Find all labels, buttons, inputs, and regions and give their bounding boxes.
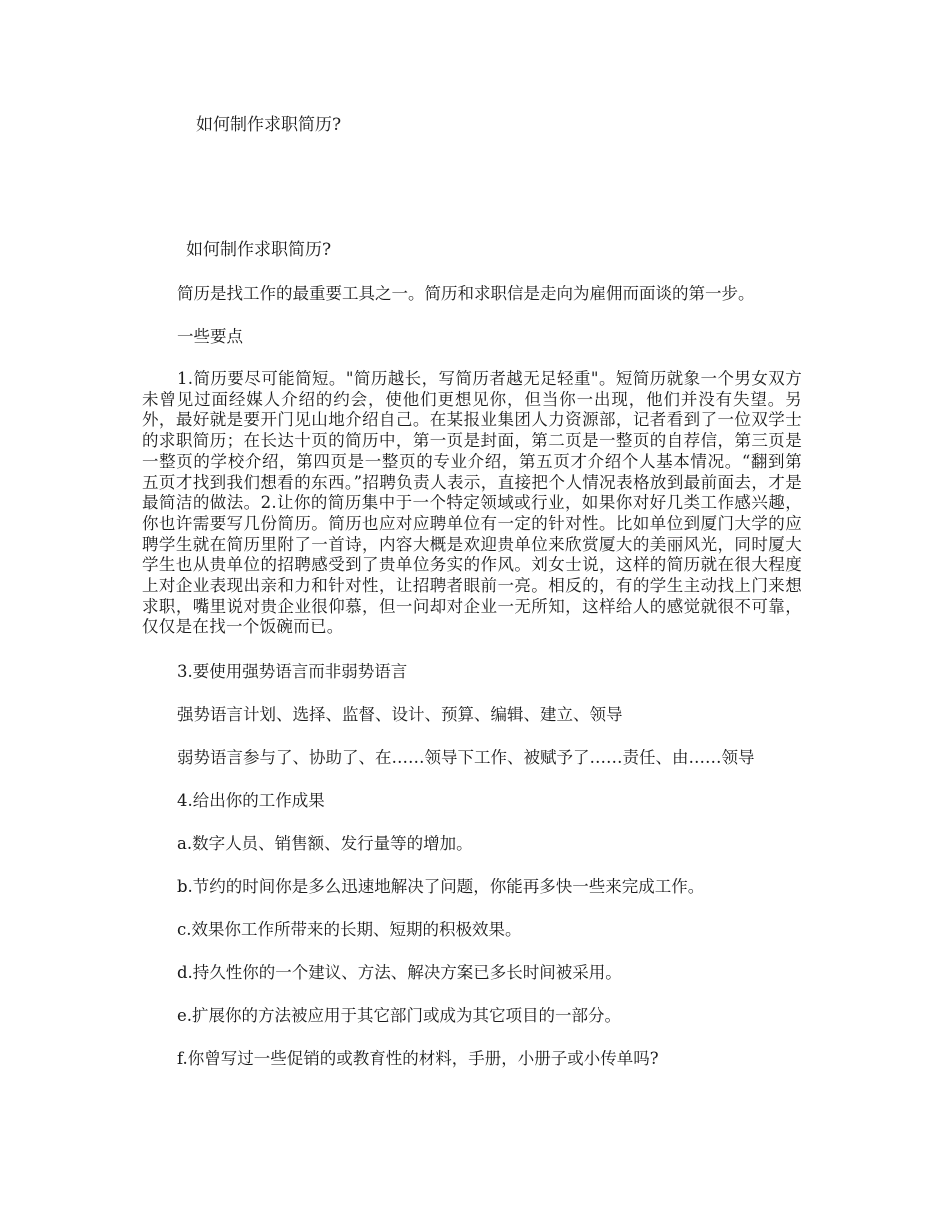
document-subtitle: 如何制作求职简历? <box>186 240 332 260</box>
paragraph-strong-language: 强势语言计划、选择、监督、设计、预算、编辑、建立、领导 <box>177 705 623 725</box>
paragraph-item-f: f.你曾写过一些促销的或教育性的材料，手册，小册子或小传单吗? <box>177 1049 659 1069</box>
paragraph-weak-language: 弱势语言参与了、协助了、在……领导下工作、被赋予了……责任、由……领导 <box>177 748 755 768</box>
paragraph-point-4: 4.给出你的工作成果 <box>177 791 325 811</box>
document-title: 如何制作求职简历? <box>196 115 342 135</box>
paragraph-item-b: b.节约的时间你是多么迅速地解决了问题，你能再多快一些来完成工作。 <box>177 877 705 897</box>
paragraph-point-1-2: 1.简历要尽可能简短。"简历越长，写简历者越无足轻重"。短简历就象一个男女双方未曾见过面经媒人介绍的约会，使他们更想见你，但当你一出现，他们并没有失望。另外，最好就是要开门见山地介绍自己。在某报业集团人力资源部，记者看到了一位双学士的求职简历；在长达十页的简历中，第一页是封面，第二页是一整页的自荐信，第三页是一整页的学校介绍，第四页是一整页的专业介绍，第五页才介绍个人基本情况。“翻到第五页才找到我们想看的东西。”招聘负责人表示，直接把个人情况表格放到最前面去，才是最简洁的做法。2.让你的简历集中于一个特定领域或行业，如果你对好几类工作感兴趣，你也许需要写几份简历。简历也应对应聘单位有一定的针对性。比如单位到厦门大学的应聘学生就在简历里附了一首诗，内容大概是欢迎贵单位来欣赏厦大的美丽风光，同时厦大学生也从贵单位的招聘感受到了贵单位务实的作风。刘女士说，这样的简历就在很大程度上对企业表现出亲和力和针对性，让招聘者眼前一亮。相反的，有的学生主动找上门来想求职，嘴里说对贵企业很仰慕，但一问却对企业一无所知，这样给人的感觉就很不可靠，仅仅是在找一个饭碗而已。 <box>142 369 802 637</box>
paragraph-item-c: c.效果你工作所带来的长期、短期的积极效果。 <box>177 920 522 940</box>
paragraph-key-points-heading: 一些要点 <box>177 327 243 346</box>
document-body <box>142 240 802 1069</box>
paragraph-point-3: 3.要使用强势语言而非弱势语言 <box>177 662 408 682</box>
paragraph-item-a: a.数字人员、销售额、发行量等的增加。 <box>177 834 473 854</box>
paragraph-item-e: e.扩展你的方法被应用于其它部门或成为其它项目的一部分。 <box>177 1006 622 1026</box>
paragraph-item-d: d.持久性你的一个建议、方法、解决方案已多长时间被采用。 <box>177 963 622 983</box>
paragraph-intro: 简历是找工作的最重要工具之一。简历和求职信是走向为雇佣而面谈的第一步。 <box>177 284 755 303</box>
